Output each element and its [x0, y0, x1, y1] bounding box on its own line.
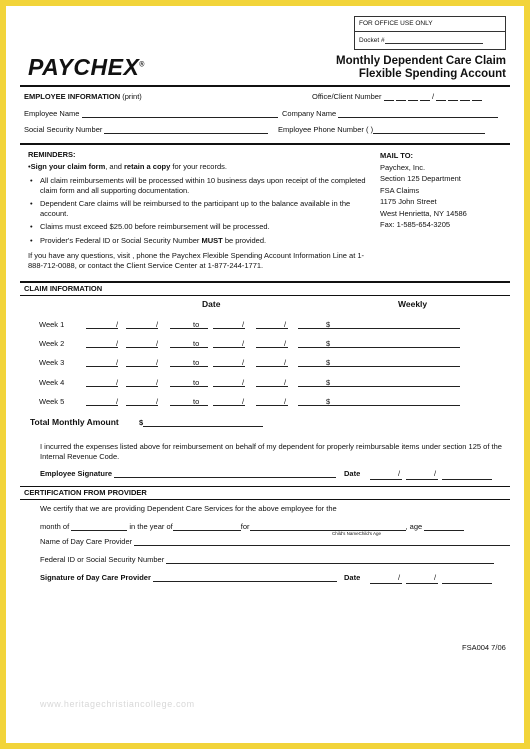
- reminders-heading: REMINDERS:: [28, 150, 76, 159]
- week-label: Week 5: [39, 397, 65, 406]
- office-client-number-field[interactable]: Office/Client Number /: [312, 92, 482, 101]
- date-blank[interactable]: [126, 358, 158, 367]
- reimbursement-statement: I incurred the expenses listed above for reimbursement on behalf of my dependent for properly reimbursable items under section 125 of the Internal Revenue Code.: [40, 442, 502, 461]
- employee-phone-field[interactable]: Employee Phone Number ( ): [278, 125, 485, 134]
- date-blank[interactable]: [86, 358, 118, 367]
- date-slash: /: [156, 397, 159, 406]
- to-label: to: [193, 320, 200, 329]
- date-slash: /: [156, 378, 159, 387]
- date-blank[interactable]: [213, 397, 245, 406]
- office-use-label: FOR OFFICE USE ONLY: [359, 20, 433, 27]
- date-blank[interactable]: [86, 339, 118, 348]
- date-slash: /: [284, 397, 287, 406]
- claim-info-heading: CLAIM INFORMATION: [24, 284, 103, 293]
- employee-signature-date-label: Date: [344, 469, 361, 478]
- currency-symbol: $: [326, 378, 331, 387]
- date-blank[interactable]: [170, 378, 208, 387]
- to-label: to: [193, 397, 200, 406]
- weekly-amount-field[interactable]: [332, 339, 460, 348]
- watermark-text: www.heritagechristiancollege.com: [40, 699, 195, 709]
- date-blank[interactable]: [213, 378, 245, 387]
- weekly-amount-field[interactable]: [332, 378, 460, 387]
- currency-symbol: $: [326, 339, 331, 348]
- ssn-field[interactable]: Social Security Number: [24, 125, 268, 134]
- currency-symbol: $: [326, 320, 331, 329]
- provider-signature-field[interactable]: Signature of Day Care Provider: [40, 573, 337, 582]
- date-blank[interactable]: [170, 320, 208, 329]
- date-slash: /: [156, 320, 159, 329]
- week-label: Week 4: [39, 378, 65, 387]
- week-label: Week 3: [39, 358, 65, 367]
- list-item: • All claim reimbursements will be processed within 10 business days upon receipt of the completed claim form and all supporting documentation.: [28, 176, 368, 195]
- date-slash: /: [284, 339, 287, 348]
- date-blank[interactable]: [126, 397, 158, 406]
- date-blank[interactable]: [213, 339, 245, 348]
- questions-text: If you have any questions, visit , phone the Paychex Flexible Spending Account Information Line at 1-888-712-0088, or contact the Client Service Center at 1-877-244-1771.: [28, 251, 365, 270]
- docket-field[interactable]: Docket #: [359, 36, 483, 44]
- provider-signature-date-field[interactable]: [442, 582, 492, 584]
- provider-signature-date-label: Date: [344, 573, 361, 582]
- date-slash: /: [242, 358, 245, 367]
- date-column-header: Date: [202, 299, 221, 309]
- to-label: to: [193, 339, 200, 348]
- date-slash: /: [284, 378, 287, 387]
- list-item: • Dependent Care claims will be reimbursed to the participant up to the balance available in the account.: [28, 199, 368, 218]
- date-blank[interactable]: [126, 378, 158, 387]
- date-blank[interactable]: [213, 358, 245, 367]
- currency-symbol: $: [326, 358, 331, 367]
- total-monthly-amount-label: Total Monthly Amount: [30, 417, 119, 427]
- date-slash: /: [284, 358, 287, 367]
- to-label: to: [193, 358, 200, 367]
- date-blank[interactable]: [126, 339, 158, 348]
- certification-heading: CERTIFICATION FROM PROVIDER: [24, 488, 147, 497]
- provider-name-field[interactable]: Name of Day Care Provider: [40, 537, 510, 546]
- date-slash: /: [116, 358, 119, 367]
- month-year-child-row[interactable]: month of in the year of for , age: [40, 522, 510, 531]
- date-slash: /: [242, 397, 245, 406]
- company-name-field[interactable]: Company Name: [282, 109, 498, 118]
- list-item: • Provider's Federal ID or Social Security Number MUST be provided.: [28, 236, 368, 246]
- total-monthly-amount-field[interactable]: $: [139, 418, 263, 427]
- claim-form-page: FOR OFFICE USE ONLY Docket # PAYCHEX® Monthly Dependent Care Claim Flexible Spending Account EMPLOYEE INFORMATION (print) Office/Client Number / Employee Name Company Name Social Security Number Employee Phone Number ( ) REMINDERS: •Sign your claim form, and retain a copy for your records. • All claim reimbursements will be processed within 10 business days upon receipt of the completed claim form and all supporting documentation. • Dependent Care claims will be reimbursed to the participant up to the balance available in the account. • Claims must exceed $25.00 before reimbursement will be processed. • Provider's Federal ID or Social Security Number MUST be provided. If you have any questions, visit , phone the Paychex Flexible Spending Account Information Line at 1-888-712-0088, or contact the Client Service Center at 1-877-244-1771. MAIL TO: Paychex, Inc. Section 125 Department FSA Claims 1175 John Street West Henrietta, NY 14586 Fax: 1-585-654-3205 CLAIM INFORMATION Date Weekly Week 1 / / / / to $ Week 2 / / / / to $ Week 3 / / / / to $ Week 4 / / / / to $ Week 5 / / / / to $ Total Monthly Amount $ I incurred the expenses listed above for reimbursement on behalf of my dependent for properly reimbursable items under section 125 of the Internal Revenue Code. Employee Signature Date / / CERTIFICATION FROM PROVIDER We certify that we are providing Dependent Care Services for the above employee for the month of in the year of for , age Child's NameChild's Age Name of Day Care Provider Federal ID or Social Security Number Signature of Day Care Provider Date / / FSA004 7/06 www.heritagechristiancollege.com: [6, 6, 524, 743]
- form-code: FSA004 7/06: [462, 643, 506, 652]
- weekly-amount-field[interactable]: [332, 358, 460, 367]
- date-blank[interactable]: [170, 358, 208, 367]
- employee-signature-field[interactable]: Employee Signature: [40, 469, 336, 478]
- weekly-amount-field[interactable]: [332, 397, 460, 406]
- date-blank[interactable]: [86, 378, 118, 387]
- currency-symbol: $: [326, 397, 331, 406]
- date-blank[interactable]: [126, 320, 158, 329]
- list-item: • Claims must exceed $25.00 before reimbursement will be processed.: [28, 222, 368, 232]
- office-use-box: [354, 16, 506, 50]
- date-blank[interactable]: [86, 320, 118, 329]
- paychex-logo: PAYCHEX®: [28, 54, 145, 80]
- date-slash: /: [156, 339, 159, 348]
- employee-info-heading: EMPLOYEE INFORMATION (print): [24, 92, 142, 101]
- to-label: to: [193, 378, 200, 387]
- certification-statement: We certify that we are providing Dependent Care Services for the above employee for the: [40, 504, 337, 513]
- form-title: Monthly Dependent Care Claim Flexible Spending Account: [336, 55, 506, 80]
- employee-signature-date-field[interactable]: [442, 478, 492, 480]
- date-slash: /: [116, 397, 119, 406]
- reminders-list: [28, 176, 368, 245]
- weekly-column-header: Weekly: [398, 299, 428, 309]
- date-slash: /: [116, 378, 119, 387]
- mail-to-block: MAIL TO: Paychex, Inc. Section 125 Department FSA Claims 1175 John Street West Henrietta, NY 14586 Fax: 1-585-654-3205: [380, 151, 467, 229]
- week-label: Week 1: [39, 320, 65, 329]
- date-slash: /: [156, 358, 159, 367]
- date-blank[interactable]: [86, 397, 118, 406]
- date-blank[interactable]: [170, 339, 208, 348]
- date-slash: /: [242, 378, 245, 387]
- federal-id-field[interactable]: Federal ID or Social Security Number: [40, 555, 494, 564]
- reminders-section: REMINDERS: •Sign your claim form, and retain a copy for your records. • All claim reimbursements will be processed within 10 business days upon receipt of the completed claim form and all supporting documentation. • Dependent Care claims will be reimbursed to the participant up to the balance available in the account. • Claims must exceed $25.00 before reimbursement will be processed. • Provider's Federal ID or Social Security Number MUST be provided.: [28, 150, 368, 249]
- weekly-amount-field[interactable]: [332, 320, 460, 329]
- date-blank[interactable]: [170, 397, 208, 406]
- date-slash: /: [284, 320, 287, 329]
- date-slash: /: [242, 320, 245, 329]
- employee-name-field[interactable]: Employee Name: [24, 109, 278, 118]
- date-slash: /: [116, 320, 119, 329]
- childs-name-caption: Child's NameChild's Age: [332, 531, 381, 536]
- week-label: Week 2: [39, 339, 65, 348]
- date-slash: /: [242, 339, 245, 348]
- date-blank[interactable]: [213, 320, 245, 329]
- date-slash: /: [116, 339, 119, 348]
